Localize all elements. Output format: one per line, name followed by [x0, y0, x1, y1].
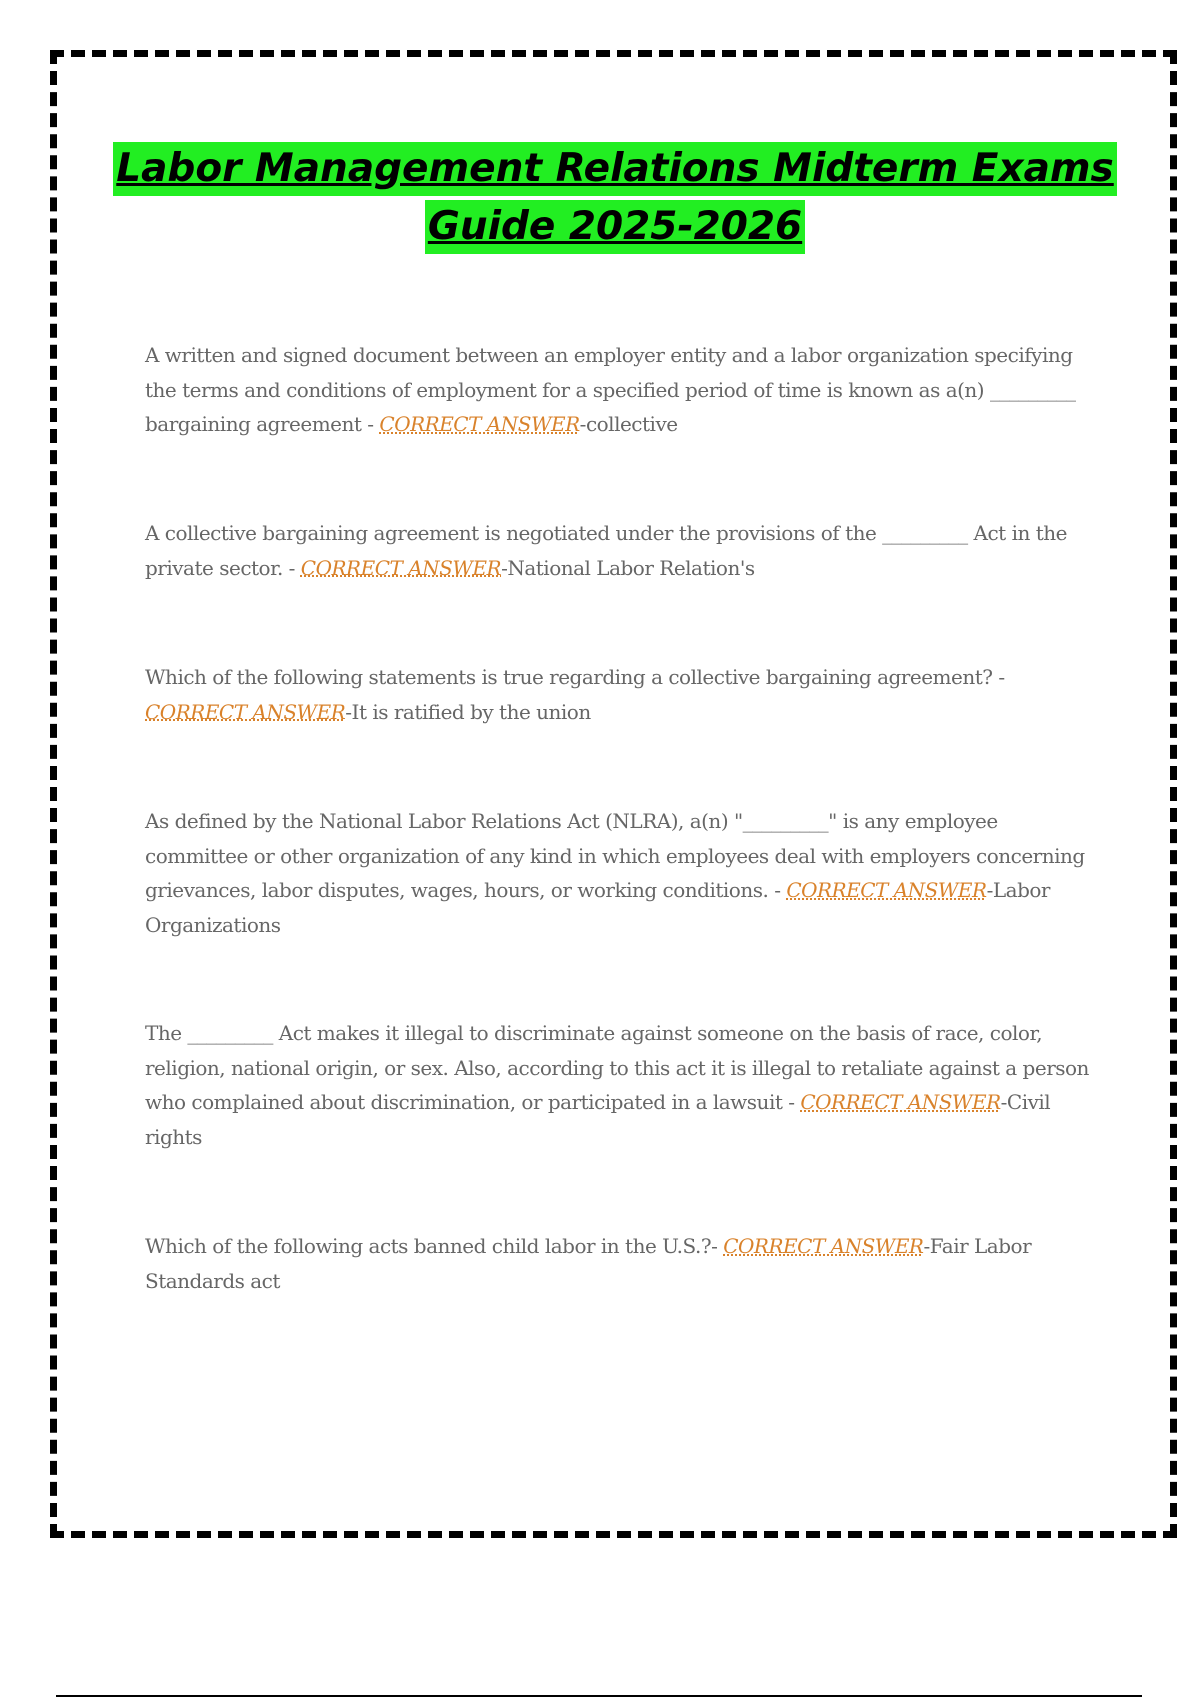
correct-answer-tag: CORRECT ANSWER: [786, 878, 987, 902]
correct-answer-tag: CORRECT ANSWER: [145, 699, 346, 724]
title-line-2: Guide 2025-2026: [425, 200, 805, 254]
correct-answer-tag: CORRECT ANSWER: [723, 1234, 924, 1258]
footer-divider: [56, 1695, 1142, 1697]
correct-answer-tag: CORRECT ANSWER: [800, 1090, 1001, 1114]
answer-text: National Labor Relation's: [507, 555, 755, 580]
answer-text: Fair Labor Standards act: [145, 1234, 1032, 1293]
qa-item-1: A written and signed document between an employer entity and a labor organization specifying the terms and conditions of employment for a specified period of time is known as a(n) _________ bargaining agreement - CORRECT ANSWER-collective: [145, 343, 1076, 436]
qa-item-5: The _________ Act makes it illegal to discriminate against someone on the basis of race, color, religion, national origin, or sex. Also, according to this act it is illegal to retaliate against a person who complained about discrimination, or participated in a lawsuit - CORRECT ANSWER-Civil rights: [145, 1021, 1089, 1149]
answer-text: Civil rights: [145, 1090, 1051, 1149]
question-text: Which of the following acts banned child labor in the U.S.?-: [145, 1234, 724, 1258]
qa-item-6: Which of the following acts banned child labor in the U.S.?- CORRECT ANSWER-Fair Labor Standards act: [145, 1234, 1032, 1293]
question-text: As defined by the National Labor Relations Act (NLRA), a(n) "_________" is any employee committee or other organization of any kind in which employees deal with employers concerning grievances, labor disputes, wages, hours, or working conditions. -: [145, 809, 1085, 902]
title-line-1: Labor Management Relations Midterm Exams: [113, 142, 1117, 196]
question-text: A written and signed document between an employer entity and a labor organization specifying the terms and conditions of employment for a specified period of time is known as a(n) _________ bargaining agreement -: [145, 343, 1076, 436]
correct-answer-tag: CORRECT ANSWER: [379, 412, 580, 436]
qa-item-4: As defined by the National Labor Relations Act (NLRA), a(n) "_________" is any employee committee or other organization of any kind in which employees deal with employers concerning grievances, labor disputes, wages, hours, or working conditions. - CORRECT ANSWER-Labor Organizations: [145, 809, 1085, 937]
document-title: [70, 140, 1160, 256]
qa-item-2: A collective bargaining agreement is negotiated under the provisions of the _________ Act in the private sector. - CORRECT ANSWER-National Labor Relation's: [145, 521, 1067, 580]
question-text: Which of the following statements is true regarding a collective bargaining agreement? -: [145, 665, 1005, 689]
question-text: The _________ Act makes it illegal to discriminate against someone on the basis of race, color, religion, national origin, or sex. Also, according to this act it is illegal to retaliate against a person who complained about discrimination, or participated in a lawsuit -: [145, 1021, 1089, 1114]
correct-answer-tag: CORRECT ANSWER: [300, 555, 502, 580]
question-text: A collective bargaining agreement is negotiated under the provisions of the _________ Act in the private sector. -: [145, 521, 1067, 580]
qa-item-3: Which of the following statements is true regarding a collective bargaining agreement? - CORRECT ANSWER-It is ratified by the union: [145, 665, 1005, 724]
page-border: [50, 50, 1177, 1538]
answer-text: collective: [585, 412, 678, 436]
answer-text: It is ratified by the union: [351, 699, 591, 724]
answer-text: Labor Organizations: [145, 878, 1050, 937]
